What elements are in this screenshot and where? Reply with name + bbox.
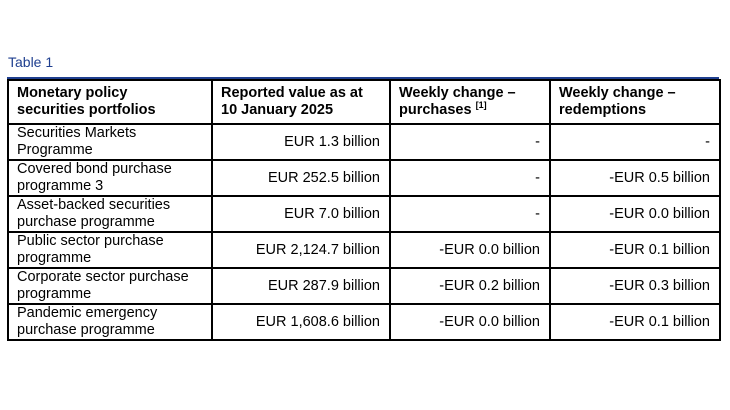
row-reported-value: EUR 1.3 billion [212,124,390,160]
row-weekly-purchases: - [390,196,550,232]
row-weekly-purchases: -EUR 0.0 billion [390,304,550,340]
table-caption: Table 1 [8,54,54,70]
row-weekly-purchases: - [390,124,550,160]
row-reported-value: EUR 287.9 billion [212,268,390,304]
row-weekly-purchases: -EUR 0.2 billion [390,268,550,304]
row-reported-value: EUR 252.5 billion [212,160,390,196]
row-programme-name: Public sector purchase programme [8,232,212,268]
row-programme-name: Asset-backed securities purchase programme [8,196,212,232]
table-row [8,268,720,304]
portfolio-table [7,79,721,341]
header-portfolio: Monetary policy securities portfolios [8,80,212,124]
row-programme-name: Covered bond purchase programme 3 [8,160,212,196]
footnote-1-link[interactable]: [1] [475,100,487,111]
row-reported-value: EUR 1,608.6 billion [212,304,390,340]
row-weekly-redemptions: - [550,124,720,160]
table-row [8,196,720,232]
row-weekly-redemptions: -EUR 0.1 billion [550,304,720,340]
row-weekly-purchases: -EUR 0.0 billion [390,232,550,268]
row-programme-name: Pandemic emergency purchase programme [8,304,212,340]
table-row [8,160,720,196]
table-header-row [8,80,720,124]
row-weekly-redemptions: -EUR 0.1 billion [550,232,720,268]
row-programme-name: Corporate sector purchase programme [8,268,212,304]
row-weekly-redemptions: -EUR 0.3 billion [550,268,720,304]
row-weekly-redemptions: -EUR 0.0 billion [550,196,720,232]
row-weekly-purchases: - [390,160,550,196]
header-weekly-purchases: Weekly change – purchases [1] [390,80,550,124]
header-weekly-redemptions: Weekly change – redemptions [550,80,720,124]
header-reported-value: Reported value as at 10 January 2025 [212,80,390,124]
row-weekly-redemptions: -EUR 0.5 billion [550,160,720,196]
row-reported-value: EUR 2,124.7 billion [212,232,390,268]
table-row [8,304,720,340]
row-programme-name: Securities Markets Programme [8,124,212,160]
row-reported-value: EUR 7.0 billion [212,196,390,232]
table-row [8,232,720,268]
table-row [8,124,720,160]
